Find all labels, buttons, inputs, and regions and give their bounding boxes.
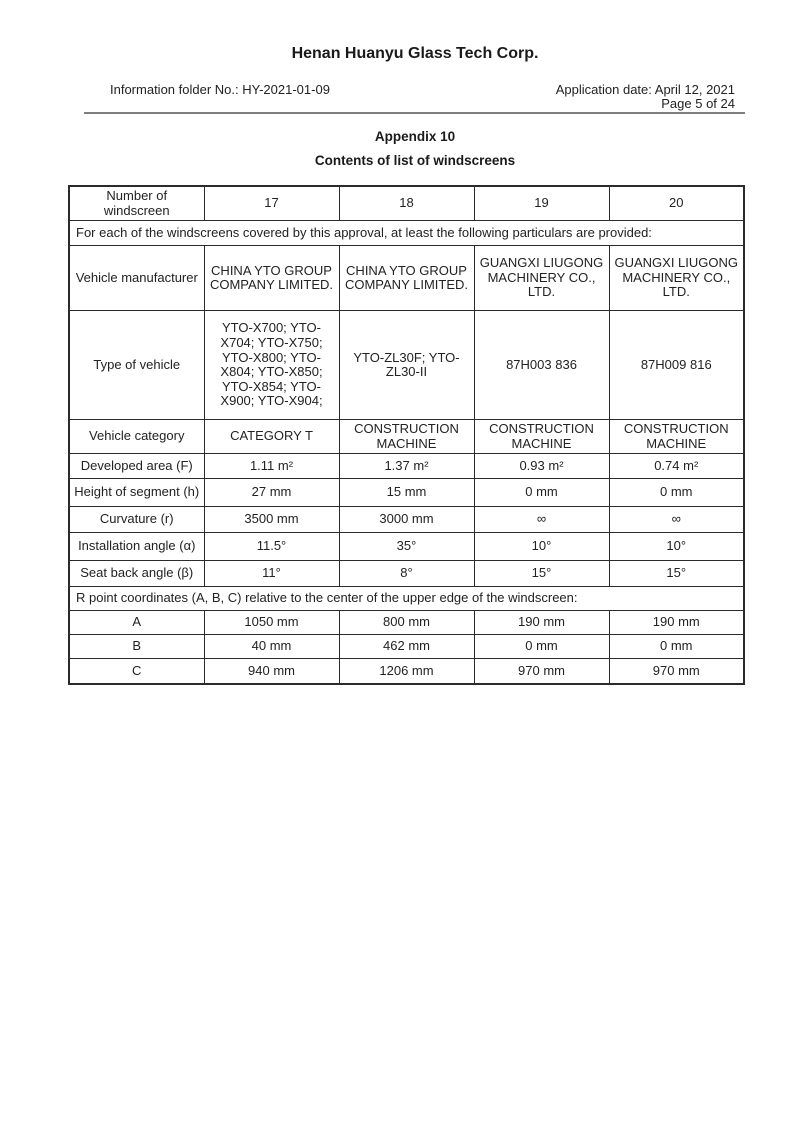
information-folder-number: Information folder No.: HY-2021-01-09 (110, 82, 330, 97)
value-cell: 15 mm (339, 479, 474, 507)
value-cell: CHINA YTO GROUP COMPANY LIMITED. (339, 246, 474, 311)
value-cell: 800 mm (339, 611, 474, 635)
table-row-vehicle-category (69, 420, 744, 454)
value-cell: 0 mm (609, 479, 744, 507)
table-row-coordinate-c (69, 659, 744, 684)
value-cell: 10° (609, 533, 744, 561)
table-row-installation-angle (69, 533, 744, 561)
value-cell: GUANGXI LIUGONG MACHINERY CO., LTD. (474, 246, 609, 311)
table-row-manufacturer (69, 246, 744, 311)
value-cell: 35° (339, 533, 474, 561)
value-cell: YTO-ZL30F; YTO-ZL30-II (339, 311, 474, 420)
value-cell: 11.5° (204, 533, 339, 561)
value-cell: 3500 mm (204, 507, 339, 533)
windscreens-table (68, 185, 745, 685)
windscreen-number-cell: 18 (339, 186, 474, 221)
value-cell: 1.37 m² (339, 454, 474, 479)
value-cell: 87H009 816 (609, 311, 744, 420)
value-cell: 0 mm (609, 635, 744, 659)
value-cell: 1050 mm (204, 611, 339, 635)
value-cell: 0 mm (474, 479, 609, 507)
value-cell: 1.11 m² (204, 454, 339, 479)
value-cell: 462 mm (339, 635, 474, 659)
value-cell: 15° (609, 561, 744, 587)
table-row-curvature (69, 507, 744, 533)
windscreen-number-cell: 19 (474, 186, 609, 221)
row-label-cell: Installation angle (α) (69, 533, 204, 561)
rpoint-note-cell: R point coordinates (A, B, C) relative to the center of the upper edge of the windscreen: (69, 587, 744, 611)
row-label-cell: Seat back angle (β) (69, 561, 204, 587)
page-number: Page 5 of 24 (661, 96, 735, 111)
row-label-cell: Developed area (F) (69, 454, 204, 479)
table-row-seat-back-angle (69, 561, 744, 587)
value-cell: ∞ (609, 507, 744, 533)
windscreen-number-cell: 20 (609, 186, 744, 221)
appendix-title: Appendix 10 (374, 129, 456, 144)
value-cell: 1206 mm (339, 659, 474, 684)
row-label-cell: C (69, 659, 204, 684)
value-cell: 27 mm (204, 479, 339, 507)
value-cell: 940 mm (204, 659, 339, 684)
value-cell: 0.93 m² (474, 454, 609, 479)
page-header (85, 0, 745, 168)
row-label-cell: Type of vehicle (69, 311, 204, 420)
row-label-cell: Height of segment (h) (69, 479, 204, 507)
value-cell: 8° (339, 561, 474, 587)
value-cell: ∞ (474, 507, 609, 533)
value-cell: 970 mm (474, 659, 609, 684)
row-label-cell: Vehicle manufacturer (69, 246, 204, 311)
header-divider (84, 112, 745, 114)
value-cell: CONSTRUCTION MACHINE (339, 420, 474, 454)
approval-note-cell: For each of the windscreens covered by this approval, at least the following particulars are provided: (69, 221, 744, 246)
table-row-coordinate-b (69, 635, 744, 659)
row-label-cell: B (69, 635, 204, 659)
value-cell: 10° (474, 533, 609, 561)
table-row-vehicle-type (69, 311, 744, 420)
info-row (85, 83, 745, 97)
row-label-cell: Number of windscreen (69, 186, 204, 221)
table-row-note (69, 221, 744, 246)
row-label-cell: Curvature (r) (69, 507, 204, 533)
table-row-coordinate-a (69, 611, 744, 635)
value-cell: GUANGXI LIUGONG MACHINERY CO., LTD. (609, 246, 744, 311)
value-cell: CONSTRUCTION MACHINE (609, 420, 744, 454)
table-row-developed-area (69, 454, 744, 479)
value-cell: CHINA YTO GROUP COMPANY LIMITED. (204, 246, 339, 311)
value-cell: 3000 mm (339, 507, 474, 533)
value-cell: 190 mm (609, 611, 744, 635)
windscreen-number-cell: 17 (204, 186, 339, 221)
value-cell: CONSTRUCTION MACHINE (474, 420, 609, 454)
value-cell: 40 mm (204, 635, 339, 659)
value-cell: 15° (474, 561, 609, 587)
value-cell: YTO-X700; YTO-X704; YTO-X750; YTO-X800; YTO-X804; YTO-X850; YTO-X854; YTO-X900; YTO-X904; (204, 311, 339, 420)
value-cell: 0 mm (474, 635, 609, 659)
value-cell: 190 mm (474, 611, 609, 635)
company-title: Henan Huanyu Glass Tech Corp. (291, 45, 539, 62)
document-subtitle: Contents of list of windscreens (314, 153, 516, 168)
value-cell: 11° (204, 561, 339, 587)
value-cell: CATEGORY T (204, 420, 339, 454)
row-label-cell: Vehicle category (69, 420, 204, 454)
table-row-header (69, 186, 744, 221)
table-row-segment-height (69, 479, 744, 507)
row-label-cell: A (69, 611, 204, 635)
table-row-rpoint-note (69, 587, 744, 611)
application-date: Application date: April 12, 2021 (555, 82, 735, 97)
value-cell: 970 mm (609, 659, 744, 684)
value-cell: 87H003 836 (474, 311, 609, 420)
value-cell: 0.74 m² (609, 454, 744, 479)
